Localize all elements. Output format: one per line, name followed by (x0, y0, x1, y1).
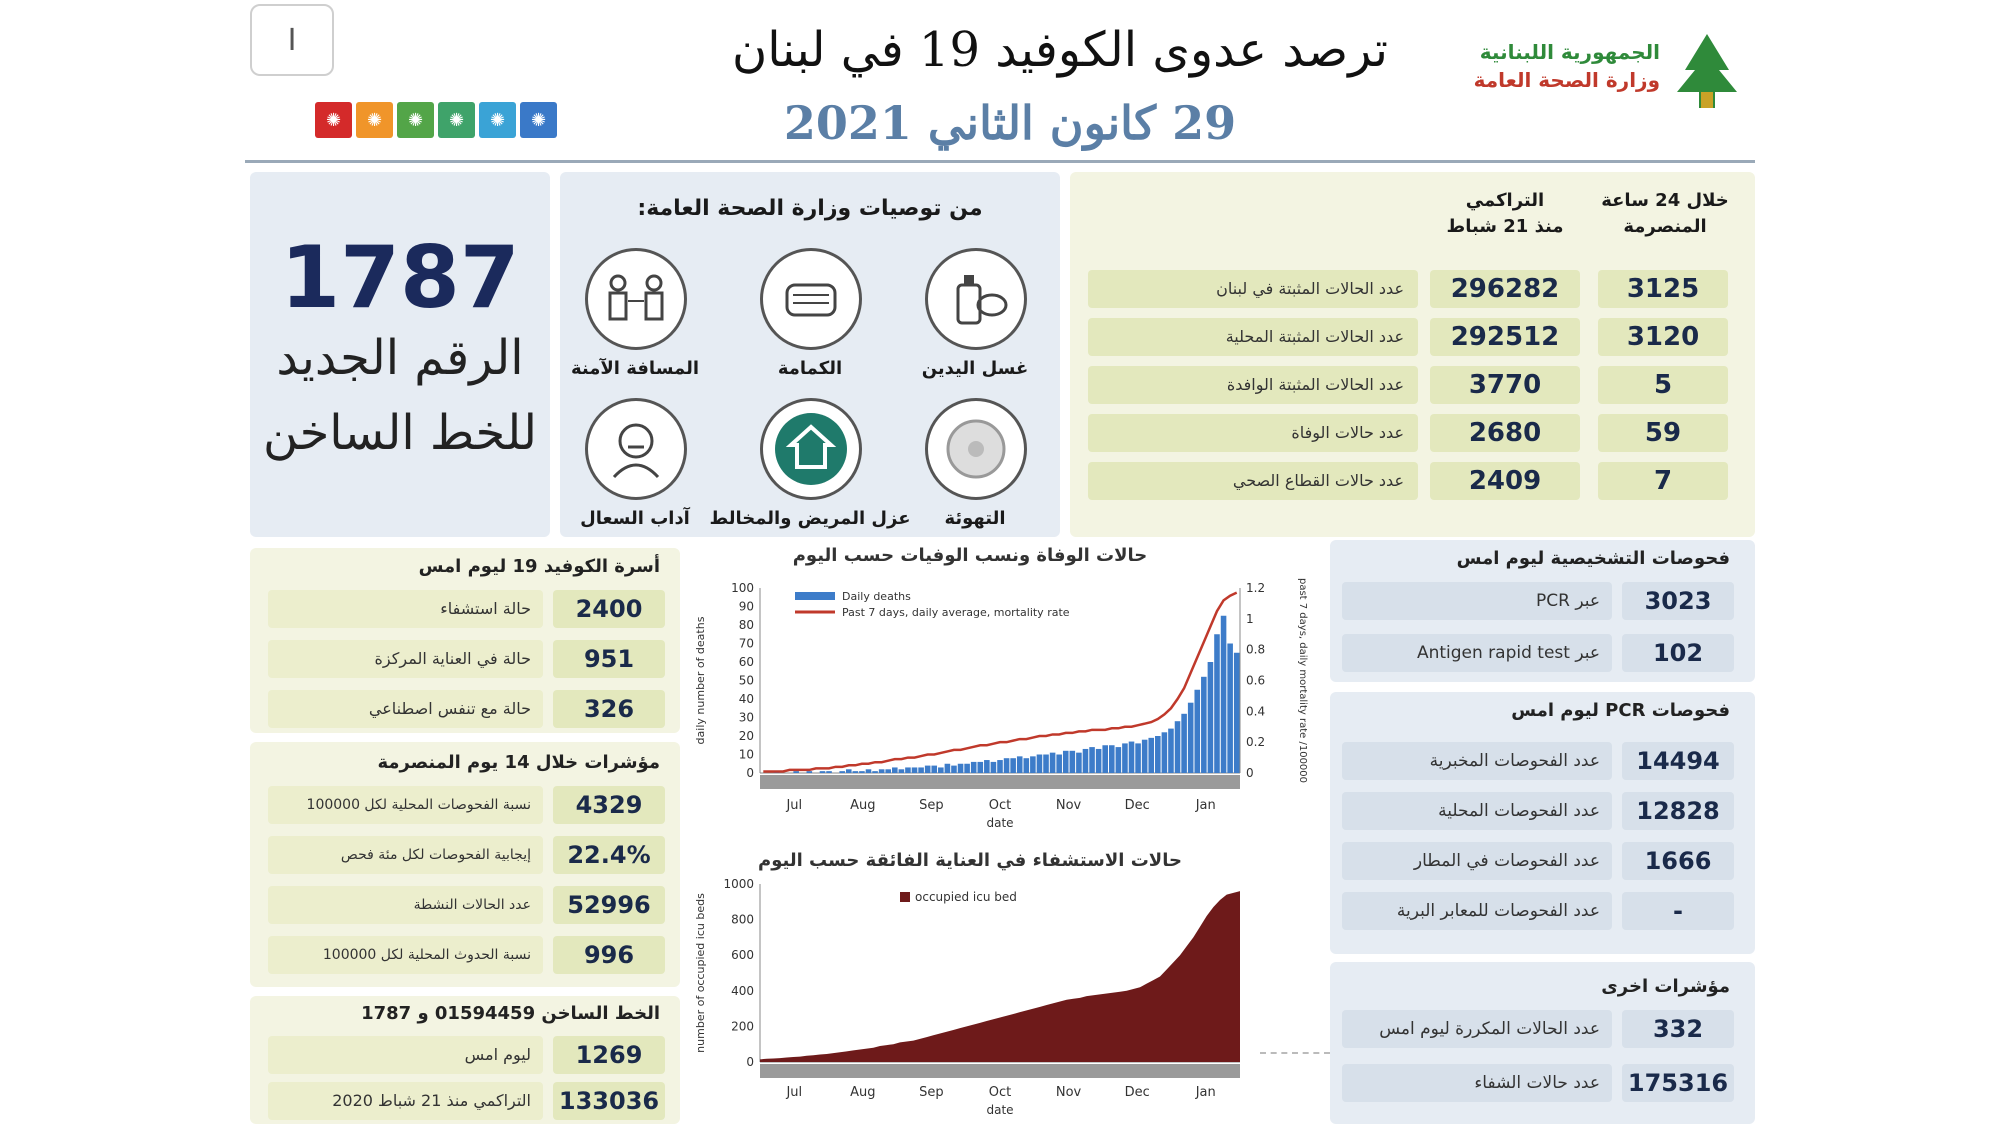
death-bar (977, 762, 983, 773)
ventilation-icon (925, 398, 1027, 500)
month-label: Dec (1124, 798, 1150, 813)
death-bar (1129, 742, 1135, 773)
date-tick-strip (760, 1064, 1240, 1078)
pcr-value-lab: 14494 (1622, 742, 1734, 780)
death-bar (964, 764, 970, 773)
death-bar (1201, 677, 1207, 773)
death-bar (918, 767, 924, 773)
death-bar (1017, 756, 1023, 773)
y-tick-label: 10 (738, 747, 754, 762)
death-bar (1096, 749, 1102, 773)
ministry-line-2: وزارة الصحة العامة (1473, 68, 1660, 92)
y-tick-label: 200 (731, 1019, 754, 1034)
death-bar (945, 764, 951, 773)
page-button[interactable]: I (250, 4, 334, 76)
hotline-number: 1787 (280, 228, 520, 328)
pcr-label-land: عدد الفحوصات للمعابر البرية (1342, 892, 1612, 930)
diag-value-antigen: 102 (1622, 634, 1734, 672)
death-bar (839, 771, 845, 773)
death-bar (820, 771, 826, 773)
month-label: Dec (1124, 1085, 1150, 1100)
y-axis-label: daily number of deaths (694, 616, 707, 745)
stat-cum-health: 2409 (1430, 462, 1580, 500)
icu-chart-title: حالات الاستشفاء في العناية الفائقة حسب اليوم (758, 850, 1182, 871)
death-bar (1037, 755, 1043, 774)
reco-label-mask: الكمامة (777, 358, 843, 379)
death-bar (1043, 755, 1049, 774)
death-bar (859, 771, 865, 773)
page-title: ترصد عدوى الكوفيد 19 في لبنان (731, 22, 1389, 78)
hand-sanitizer-icon (925, 248, 1027, 350)
death-bar (1155, 736, 1161, 773)
death-bar (1194, 690, 1200, 773)
reco-label-isolation: عزل المريض والمخالط (709, 508, 911, 529)
y-tick-label: 80 (738, 618, 754, 632)
death-bar (1070, 751, 1076, 773)
hotline-caption-1: الرقم الجديد (276, 330, 524, 386)
legend-swatch-deaths (795, 592, 835, 600)
x-axis-label: date (986, 1103, 1014, 1117)
ind14-value-active: 52996 (553, 886, 665, 924)
month-label: Jul (786, 1085, 803, 1100)
stat-cum-total: 296282 (1430, 270, 1580, 308)
pcr-value-airport: 1666 (1622, 842, 1734, 880)
death-bar (853, 771, 859, 773)
sdg-icon-3: ✺ (397, 102, 434, 138)
death-bar (925, 766, 931, 773)
diagnostic-title: فحوصات التشخيصية ليوم امس (1456, 548, 1730, 569)
col-header-cumulative-1: التراكمي (1465, 190, 1545, 211)
death-bar (846, 769, 852, 773)
cough-etiquette-icon (585, 398, 687, 500)
month-label: Nov (1055, 798, 1082, 813)
calls-label-yesterday: ليوم امس (268, 1036, 543, 1074)
death-bar (807, 771, 813, 773)
y-tick-label: 0 (746, 1055, 754, 1069)
hotline-caption-2: للخط الساخن (263, 405, 537, 461)
pcr-label-airport: عدد الفحوصات في المطار (1342, 842, 1612, 880)
death-bar (1063, 751, 1069, 773)
month-label: Aug (850, 798, 876, 813)
death-bar (872, 771, 878, 773)
y-tick-label: 0 (746, 766, 754, 780)
death-bar (912, 767, 918, 773)
ind14-value-positivity: 22.4% (553, 836, 665, 874)
pcr-value-land: - (1622, 892, 1734, 930)
y-tick-label: 40 (738, 692, 754, 706)
stat-day-health: 7 (1598, 462, 1728, 500)
death-bar (1050, 753, 1056, 773)
beds-label-hospital: حالة استشفاء (268, 590, 543, 628)
cedar-logo-icon (1665, 30, 1750, 115)
y-tick-label: 20 (738, 729, 754, 743)
face-mask-icon (760, 248, 862, 350)
death-bar (958, 764, 964, 773)
y-tick-label: 70 (738, 636, 754, 651)
y2-tick-label: 1 (1246, 611, 1254, 626)
icu-area (760, 891, 1240, 1062)
death-bar (1004, 758, 1010, 773)
month-label: Nov (1055, 1085, 1082, 1100)
stat-label-imported: عدد الحالات المثبتة الوافدة (1088, 366, 1418, 404)
death-bar (892, 767, 898, 773)
death-bar (1076, 753, 1082, 773)
stat-day-total: 3125 (1598, 270, 1728, 308)
y-tick-label: 800 (731, 912, 754, 927)
sdg-icon-2: ✺ (356, 102, 393, 138)
death-bar (1083, 749, 1089, 773)
legend-swatch-icu (900, 892, 910, 902)
y-tick-label: 400 (731, 983, 754, 998)
death-bar (1030, 756, 1036, 773)
beds-value-hospital: 2400 (553, 590, 665, 628)
month-label: Jul (786, 798, 803, 813)
death-bar (1175, 721, 1181, 773)
beds-value-ventilator: 326 (553, 690, 665, 728)
stat-day-imported: 5 (1598, 366, 1728, 404)
stat-label-local: عدد الحالات المثبتة المحلية (1088, 318, 1418, 356)
month-label: Oct (988, 798, 1012, 813)
hotline-calls-title: الخط الساخن 01594459 و 1787 (361, 1003, 660, 1024)
safe-distance-icon (585, 248, 687, 350)
y-tick-label: 100 (731, 581, 754, 595)
ind14-label-active: عدد الحالات النشطة (268, 886, 543, 924)
indicators-14-title: مؤشرات خلال 14 يوم المنصرمة (377, 752, 660, 773)
diag-value-pcr: 3023 (1622, 582, 1734, 620)
death-bar (1188, 703, 1194, 773)
y2-tick-label: 0.4 (1246, 704, 1266, 719)
y2-tick-label: 0 (1246, 766, 1254, 780)
y2-tick-label: 1.2 (1246, 581, 1266, 595)
death-bar (1208, 662, 1214, 773)
report-date: 29 كانون الثاني 2021 (783, 96, 1237, 150)
y-tick-label: 60 (738, 655, 754, 669)
beds-value-icu: 951 (553, 640, 665, 678)
death-bar (1122, 743, 1128, 773)
other-value-recovered: 175316 (1622, 1064, 1734, 1102)
ind14-label-tests: نسبة الفحوصات المحلية لكل 100000 (268, 786, 543, 824)
death-bar (1135, 743, 1141, 773)
x-axis-label: date (986, 816, 1014, 830)
ind14-value-incidence: 996 (553, 936, 665, 974)
death-bar (991, 762, 997, 773)
death-bar (866, 769, 872, 773)
diag-label-antigen: عبر Antigen rapid test (1342, 634, 1612, 672)
other-value-repeated: 332 (1622, 1010, 1734, 1048)
death-bar (1010, 758, 1016, 773)
death-bar (931, 766, 937, 773)
legend-label-rate: Past 7 days, daily average, mortality rate (842, 606, 1070, 619)
legend-label-deaths: Daily deaths (842, 590, 911, 603)
ministry-line-1: الجمهورية اللبنانية (1479, 40, 1660, 64)
y-tick-label: 50 (738, 673, 754, 688)
col-header-cumulative (1430, 188, 1580, 240)
month-label: Oct (988, 1085, 1012, 1100)
death-bar (1168, 729, 1174, 773)
col-header-24h: خلال 24 ساعة المنصرمة (1601, 190, 1729, 237)
death-bar (997, 760, 1003, 773)
deaths-chart-title: حالات الوفاة ونسب الوفيات حسب اليوم (792, 545, 1148, 566)
reco-label-ventilation: التهوئة (944, 508, 1006, 529)
header-divider (245, 160, 1755, 163)
death-bar (899, 769, 905, 773)
y-tick-label: 600 (731, 948, 754, 963)
death-bar (1024, 758, 1030, 773)
death-bar (905, 767, 911, 773)
sdg-icon-6: ✺ (520, 102, 557, 138)
stat-label-deaths: عدد حالات الوفاة (1088, 414, 1418, 452)
stat-cum-deaths: 2680 (1430, 414, 1580, 452)
date-tick-strip (760, 775, 1240, 789)
beds-title: أسرة الكوفيد 19 ليوم امس (418, 556, 660, 577)
ind14-value-tests: 4329 (553, 786, 665, 824)
legend-label-icu: occupied icu bed (915, 890, 1017, 904)
pcr-label-lab: عدد الفحوصات المخبرية (1342, 742, 1612, 780)
month-label: Aug (850, 1085, 876, 1100)
death-bar (1109, 745, 1115, 773)
y-tick-label: 90 (738, 599, 754, 614)
sdg-icon-row (315, 102, 557, 138)
y2-tick-label: 0.6 (1246, 673, 1266, 688)
death-bar (793, 771, 799, 773)
month-label: Sep (919, 1085, 944, 1100)
calls-value-yesterday: 1269 (553, 1036, 665, 1074)
death-bar (938, 767, 944, 773)
death-bar (1116, 747, 1122, 773)
death-bar (885, 769, 891, 773)
sdg-icon-1: ✺ (315, 102, 352, 138)
sdg-icon-5: ✺ (479, 102, 516, 138)
home-isolation-icon (760, 398, 862, 500)
pcr-label-local: عدد الفحوصات المحلية (1342, 792, 1612, 830)
y2-axis-label: past 7 days, daily mortality rate /100000 (1297, 577, 1308, 784)
reco-label-distance: المسافة الآمنة (570, 358, 700, 379)
death-bar (1162, 732, 1168, 773)
other-label-recovered: عدد حالات الشفاء (1342, 1064, 1612, 1102)
death-bar (1089, 747, 1095, 773)
sdg-icon-4: ✺ (438, 102, 475, 138)
death-bar (984, 760, 990, 773)
ind14-label-incidence: نسبة الحدوث المحلية لكل 100000 (268, 936, 543, 974)
death-bar (1181, 714, 1187, 773)
death-bar (1056, 755, 1062, 774)
ministry-name (1440, 38, 1660, 94)
death-bar (826, 771, 832, 773)
ind14-label-positivity: إيجابية الفحوصات لكل مئة فحص (268, 836, 543, 874)
month-label: Sep (919, 798, 944, 813)
stat-cum-local: 292512 (1430, 318, 1580, 356)
other-title: مؤشرات اخرى (1601, 976, 1730, 997)
stat-label-health: عدد حالات القطاع الصحي (1088, 462, 1418, 500)
pcr-title: فحوصات PCR ليوم امس (1511, 700, 1730, 721)
stat-day-local: 3120 (1598, 318, 1728, 356)
col-header-cumulative-2: منذ 21 شباط (1446, 216, 1564, 237)
reco-label-cough: آداب السعال (580, 508, 690, 529)
death-bar (1214, 634, 1220, 773)
death-bar (951, 766, 957, 773)
y2-tick-label: 0.2 (1246, 735, 1266, 750)
icu-chart (690, 872, 1330, 1127)
beds-label-ventilator: حالة مع تنفس اصطناعي (268, 690, 543, 728)
stat-cum-imported: 3770 (1430, 366, 1580, 404)
y-tick-label: 30 (738, 710, 754, 725)
calls-value-cumulative: 133036 (553, 1082, 665, 1120)
diag-label-pcr: عبر PCR (1342, 582, 1612, 620)
reco-label-handwash: غسل اليدين (921, 358, 1029, 379)
death-bar (1221, 616, 1227, 773)
stat-day-deaths: 59 (1598, 414, 1728, 452)
death-bar (1102, 745, 1108, 773)
death-bar (1227, 644, 1233, 774)
other-label-repeated: عدد الحالات المكررة ليوم امس (1342, 1010, 1612, 1048)
stat-label-total: عدد الحالات المثبتة في لبنان (1088, 270, 1418, 308)
y2-tick-label: 0.8 (1246, 642, 1266, 657)
y-tick-label: 1000 (723, 877, 754, 891)
calls-label-cumulative: التراكمي منذ 21 شباط 2020 (268, 1082, 543, 1120)
death-bar (1234, 653, 1240, 773)
month-label: Jan (1195, 798, 1216, 813)
beds-label-icu: حالة في العناية المركزة (268, 640, 543, 678)
death-bar (1142, 740, 1148, 773)
death-bar (971, 762, 977, 773)
pcr-value-local: 12828 (1622, 792, 1734, 830)
y-axis-label: number of occupied icu beds (694, 893, 707, 1053)
death-bar (879, 769, 885, 773)
month-label: Jan (1195, 1085, 1216, 1100)
recommendations-title: من توصيات وزارة الصحة العامة: (637, 196, 983, 221)
death-bar (1148, 738, 1154, 773)
deaths-chart (690, 568, 1330, 838)
